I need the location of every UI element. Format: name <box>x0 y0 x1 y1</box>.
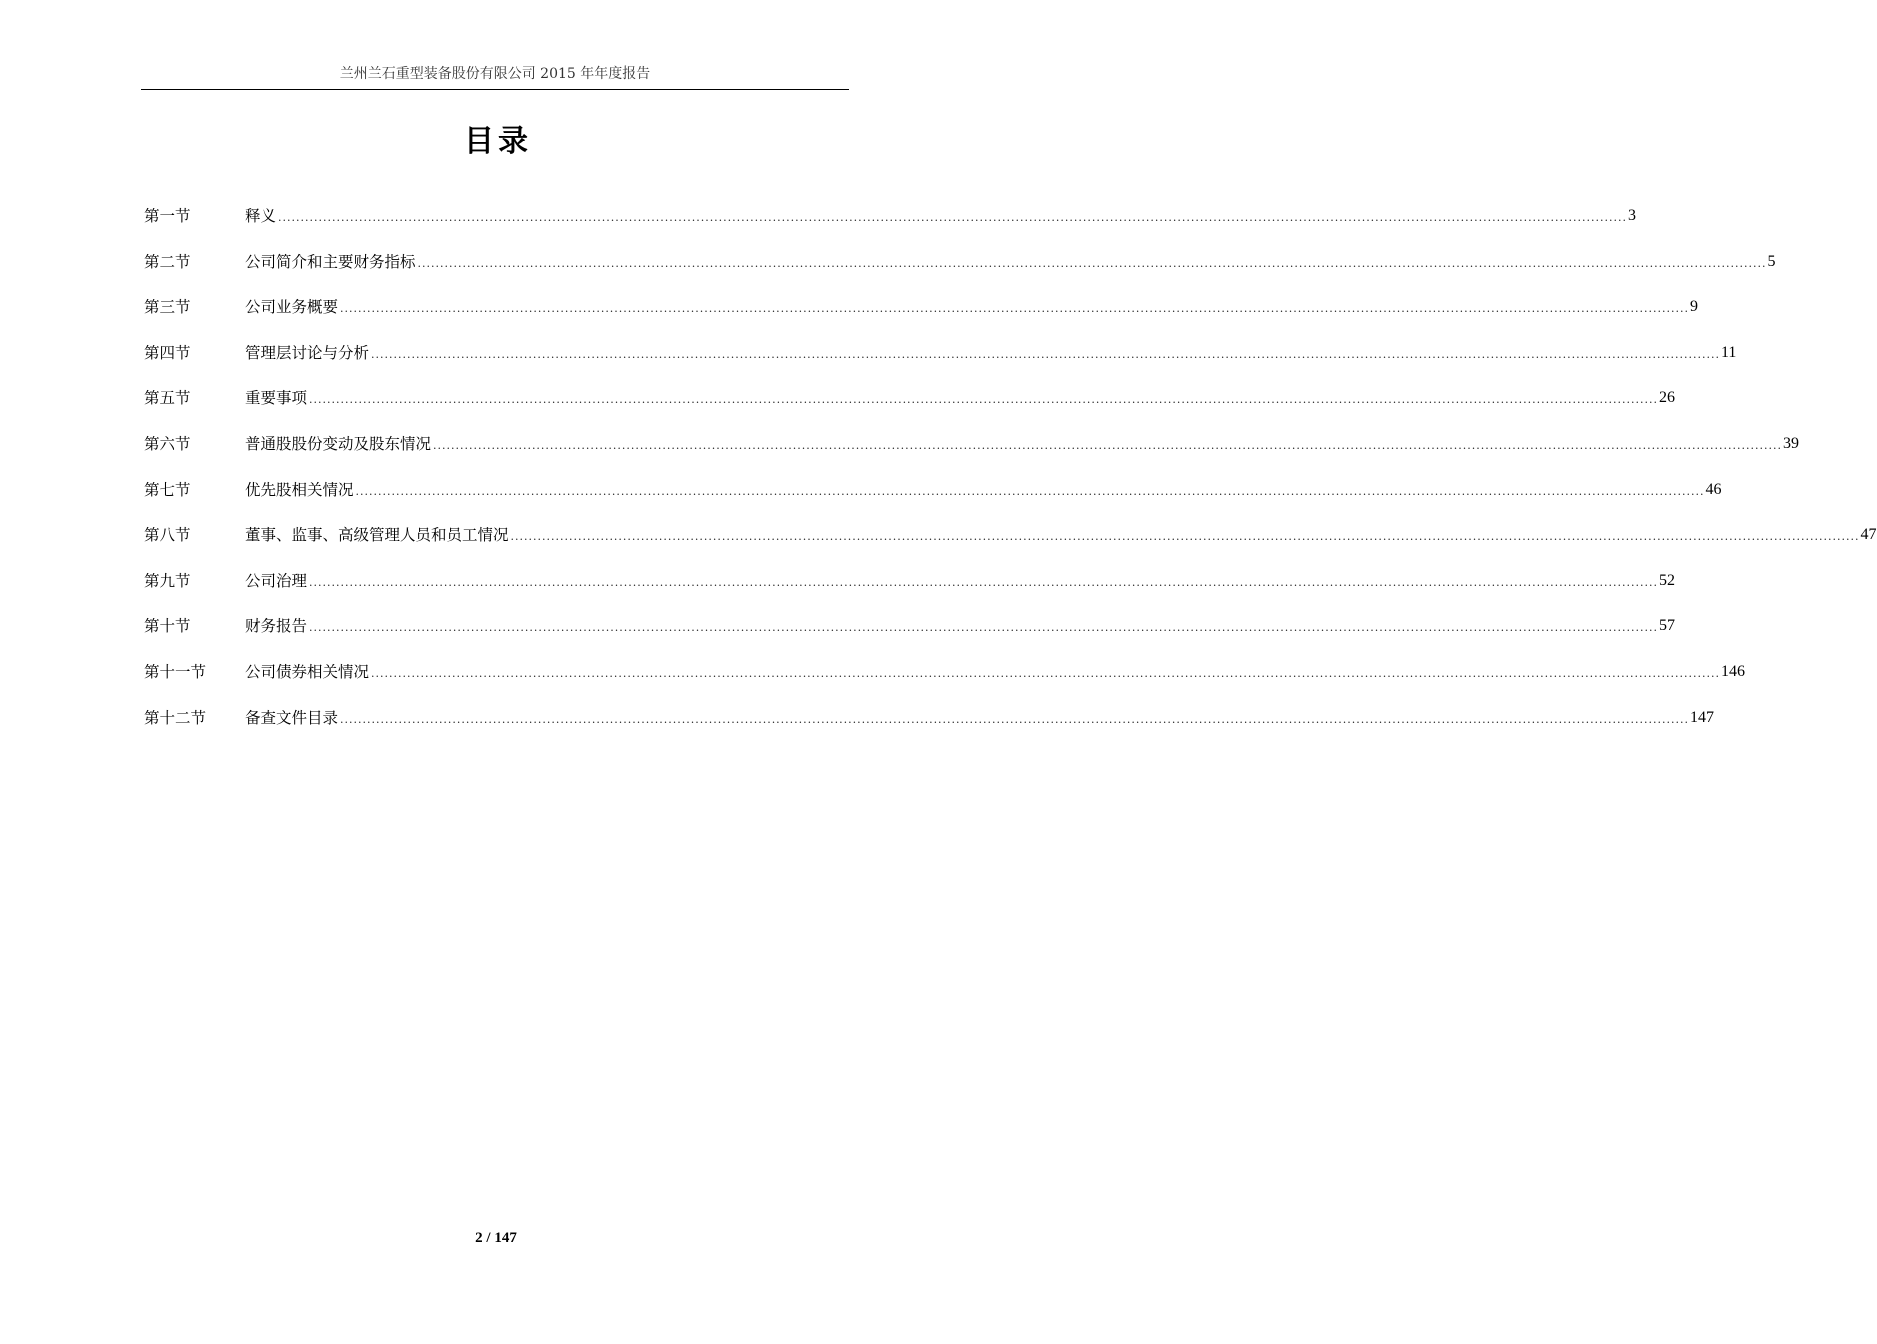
toc-dot-leader: ............................................................................................................................................................................................................................................................................................................ <box>433 438 1782 452</box>
toc-dot-leader: ............................................................................................................................................................................................................................................................................................................ <box>417 256 1767 270</box>
toc-section-number: 第五节 <box>144 389 191 408</box>
toc-entry[interactable] <box>144 431 1799 477</box>
toc-section-number: 第十二节 <box>144 708 207 727</box>
toc-page-number: 26 <box>1659 389 1675 407</box>
page-indicator: 2 / 147 <box>475 1230 517 1246</box>
toc-dot-leader: ............................................................................................................................................................................................................................................................................................................ <box>355 484 1705 498</box>
toc-entry[interactable] <box>144 659 1745 705</box>
toc-section-title: 管理层讨论与分析 <box>245 343 370 362</box>
page-title: 目录 <box>464 124 532 159</box>
toc-page-number: 146 <box>1721 662 1745 680</box>
toc-section-title: 优先股相关情况 <box>245 480 354 499</box>
toc-section-title: 公司简介和主要财务指标 <box>245 252 416 271</box>
toc-section-number: 第七节 <box>144 480 191 499</box>
toc-page-number: 46 <box>1705 480 1722 498</box>
toc-dot-leader: ............................................................................................................................................................................................................................................................................................................ <box>510 530 1860 544</box>
table-of-contents <box>144 203 1877 750</box>
toc-dot-leader: ............................................................................................................................................................................................................................................................................................................ <box>278 211 1627 224</box>
toc-page-number: 3 <box>1628 207 1636 224</box>
toc-dot-leader: ............................................................................................................................................................................................................................................................................................................ <box>340 302 1689 316</box>
toc-entry[interactable] <box>144 249 1776 295</box>
toc-section-number: 第十节 <box>144 617 191 636</box>
toc-section-title: 公司业务概要 <box>245 298 339 317</box>
toc-section-number: 第二节 <box>144 252 191 271</box>
toc-page-number: 47 <box>1860 526 1877 544</box>
toc-entry[interactable] <box>144 522 1877 568</box>
toc-page-number: 9 <box>1690 298 1698 316</box>
page-header <box>141 64 849 90</box>
toc-page-number: 52 <box>1659 571 1675 589</box>
toc-entry[interactable] <box>144 385 1675 431</box>
header-text: 兰州兰石重型装备股份有限公司 2015 年年度报告 <box>339 66 651 82</box>
toc-section-title: 财务报告 <box>245 617 308 636</box>
toc-dot-leader: ............................................................................................................................................................................................................................................................................................................ <box>309 621 1658 635</box>
toc-page-number: 11 <box>1721 343 1737 361</box>
toc-section-title: 备查文件目录 <box>245 708 339 727</box>
toc-section-number: 第四节 <box>144 343 191 362</box>
toc-entry[interactable] <box>144 613 1675 659</box>
toc-page-number: 57 <box>1659 617 1675 635</box>
toc-section-title: 重要事项 <box>245 389 308 408</box>
toc-section-number: 第一节 <box>144 207 191 225</box>
toc-dot-leader: ............................................................................................................................................................................................................................................................................................................ <box>309 393 1658 407</box>
toc-dot-leader: ............................................................................................................................................................................................................................................................................................................ <box>371 666 1720 680</box>
toc-dot-leader: ............................................................................................................................................................................................................................................................................................................ <box>371 347 1720 361</box>
toc-entry[interactable] <box>144 203 1636 249</box>
toc-entry[interactable] <box>144 568 1675 614</box>
toc-page-number: 5 <box>1767 252 1776 270</box>
toc-section-title: 董事、监事、高级管理人员和员工情况 <box>245 526 509 545</box>
toc-section-number: 第八节 <box>144 526 191 545</box>
toc-entry[interactable] <box>144 477 1722 523</box>
toc-section-title: 释义 <box>245 207 277 225</box>
toc-entry[interactable] <box>144 340 1737 386</box>
toc-dot-leader: ............................................................................................................................................................................................................................................................................................................ <box>309 575 1658 589</box>
toc-page-number: 147 <box>1690 708 1714 726</box>
toc-section-number: 第十一节 <box>144 662 207 681</box>
toc-entry[interactable] <box>144 294 1698 340</box>
toc-section-number: 第六节 <box>144 434 191 453</box>
toc-section-number: 第九节 <box>144 571 191 590</box>
toc-entry[interactable] <box>144 705 1714 751</box>
toc-section-number: 第三节 <box>144 298 191 317</box>
toc-section-title: 普通股股份变动及股东情况 <box>245 434 432 453</box>
toc-dot-leader: ............................................................................................................................................................................................................................................................................................................ <box>340 712 1689 726</box>
page-footer <box>0 1227 992 1249</box>
toc-section-title: 公司债券相关情况 <box>245 662 370 681</box>
toc-section-title: 公司治理 <box>245 571 308 590</box>
toc-page-number: 39 <box>1783 434 1799 452</box>
